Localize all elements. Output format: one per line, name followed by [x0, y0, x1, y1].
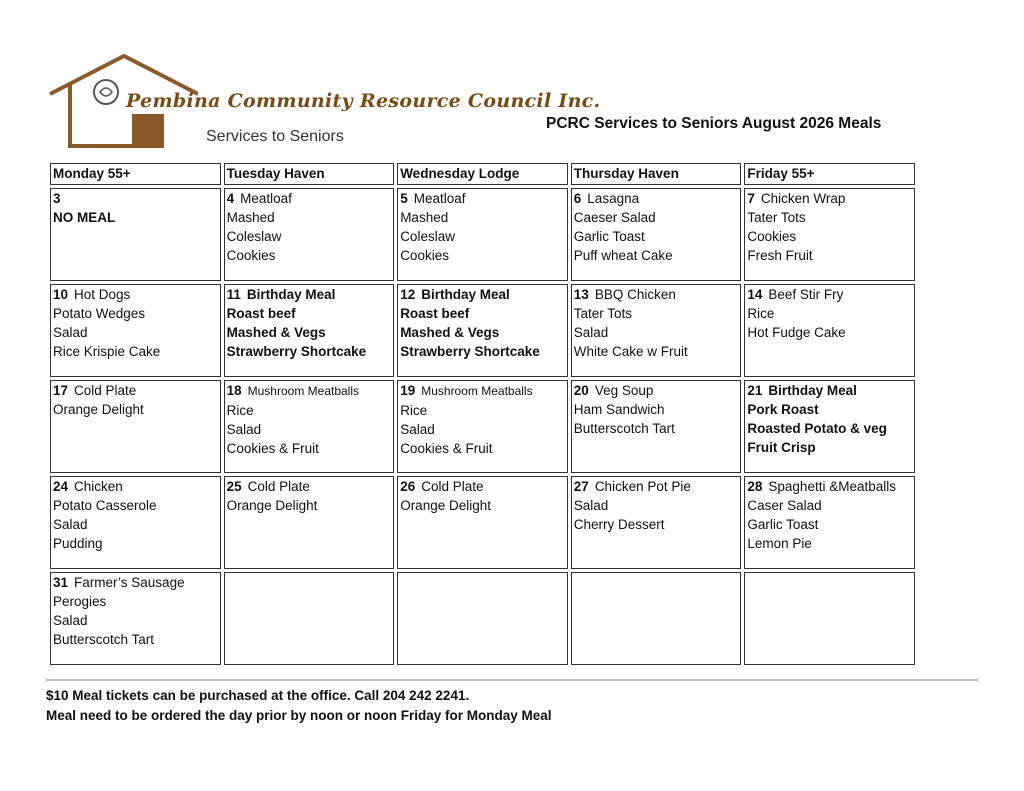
menu-item: Salad: [53, 517, 88, 532]
day-number: 18: [226, 383, 242, 398]
menu-item: Mashed & Vegs: [400, 325, 500, 340]
day-first-line: [227, 285, 392, 304]
day-cell: [571, 380, 742, 473]
menu-item: Pudding: [53, 536, 103, 551]
day-cell: [224, 572, 395, 665]
main-dish: Birthday Meal: [421, 287, 510, 302]
menu-item: Orange Delight: [226, 498, 318, 513]
menu-item: Potato Wedges: [53, 306, 146, 321]
menu-item: Cookies & Fruit: [226, 441, 319, 456]
menu-item: Mashed & Vegs: [226, 325, 326, 340]
main-dish: Meatloaf: [413, 191, 466, 206]
day-first-line: [574, 477, 739, 496]
menu-item: Tater Tots: [747, 210, 806, 225]
main-dish: Cold Plate: [247, 479, 310, 494]
day-cell: [50, 572, 221, 665]
main-dish: Spaghetti &Meatballs: [768, 479, 896, 494]
menu-item: Rice: [226, 403, 254, 418]
day-number: 26: [400, 479, 416, 494]
meal-weeks: [50, 188, 915, 665]
day-cell: [397, 188, 568, 281]
main-dish: Mushroom Meatballs: [421, 384, 533, 398]
day-first-line: [227, 477, 392, 496]
day-number: 24: [53, 479, 69, 494]
day-cell: [397, 380, 568, 473]
day-cell: [50, 284, 221, 377]
menu-item: Cookies: [747, 229, 797, 244]
day-cell: [571, 188, 742, 281]
day-number: 17: [53, 383, 69, 398]
day-cell: [224, 284, 395, 377]
week-row: [50, 572, 915, 665]
week-row: [50, 284, 915, 377]
menu-item: Orange Delight: [53, 402, 144, 417]
day-first-line: [227, 381, 392, 401]
menu-item: Salad: [573, 498, 609, 513]
menu-item: Coleslaw: [400, 229, 455, 244]
day-number: 25: [226, 479, 242, 494]
menu-item: Coleslaw: [226, 229, 282, 244]
day-cell: [224, 380, 395, 473]
day-number: 6: [573, 191, 582, 206]
day-first-line: [53, 477, 218, 496]
main-dish: Lasagna: [587, 191, 640, 206]
main-dish: Veg Soup: [594, 383, 654, 398]
day-number: 19: [400, 383, 416, 398]
day-number: 12: [400, 287, 416, 302]
day-first-line: [574, 285, 739, 304]
menu-item: Roast beef: [226, 306, 296, 321]
day-cell: [50, 476, 221, 569]
logo: [48, 52, 601, 152]
menu-item: Garlic Toast: [573, 229, 645, 244]
day-number: 27: [573, 479, 589, 494]
day-first-line: [400, 477, 565, 496]
menu-item: Caser Salad: [747, 498, 822, 513]
day-first-line: [574, 381, 739, 400]
footer-line-tickets: $10 Meal tickets can be purchased at the office. Call 204 242 2241.: [46, 688, 470, 703]
menu-item: Salad: [53, 325, 88, 340]
main-dish: Chicken Pot Pie: [594, 479, 691, 494]
menu-item: Cookies & Fruit: [400, 441, 493, 456]
column-header: Thursday Haven: [571, 163, 742, 185]
menu-item: Potato Casserole: [53, 498, 157, 513]
menu-item: Caeser Salad: [573, 210, 656, 225]
column-header: Friday 55+: [744, 163, 915, 185]
main-dish: Hot Dogs: [74, 287, 131, 302]
day-number: 13: [573, 287, 589, 302]
menu-item: Roast beef: [400, 306, 470, 321]
day-first-line: [747, 285, 912, 304]
day-number: 3: [53, 191, 61, 206]
menu-item: Salad: [573, 325, 609, 340]
day-cell: [397, 476, 568, 569]
menu-item: Tater Tots: [573, 306, 633, 321]
day-number: 5: [400, 191, 408, 206]
week-row: [50, 188, 915, 281]
menu-item: Fresh Fruit: [747, 248, 813, 263]
menu-item: Garlic Toast: [747, 517, 819, 532]
day-cell: [744, 476, 915, 569]
menu-item: Rice Krispie Cake: [53, 344, 161, 359]
main-dish: Birthday Meal: [246, 287, 336, 302]
menu-item: Rice: [400, 403, 428, 418]
day-cell: [571, 284, 742, 377]
day-first-line: [53, 189, 218, 208]
menu-item: Butterscotch Tart: [573, 421, 675, 436]
week-row: [50, 476, 915, 569]
main-dish: Birthday Meal: [768, 383, 857, 398]
day-first-line: [400, 189, 565, 208]
day-number: 11: [226, 287, 241, 302]
header-row: [50, 163, 915, 185]
main-dish: Cold Plate: [74, 383, 137, 398]
menu-item: Roasted Potato & veg: [747, 421, 887, 436]
menu-item: Rice: [747, 306, 775, 321]
menu-item: Ham Sandwich: [573, 402, 665, 417]
menu-item: Fruit Crisp: [747, 440, 816, 455]
day-cell: [397, 284, 568, 377]
day-cell: [50, 380, 221, 473]
main-dish: Farmer’s Sausage: [74, 575, 185, 590]
day-first-line: [574, 189, 739, 208]
day-cell: [224, 188, 395, 281]
menu-item: Butterscotch Tart: [53, 632, 155, 647]
menu-item: Cookies: [400, 248, 449, 263]
column-header: Wednesday Lodge: [397, 163, 568, 185]
menu-item: Cookies: [226, 248, 276, 263]
day-cell: [571, 572, 742, 665]
menu-item: White Cake w Fruit: [573, 344, 688, 359]
menu-item: Strawberry Shortcake: [400, 344, 540, 359]
day-first-line: [53, 285, 218, 304]
meal-calendar-table: [47, 160, 918, 668]
menu-item: Puff wheat Cake: [573, 248, 673, 263]
main-dish: Mushroom Meatballs: [247, 384, 359, 398]
day-number: 21: [747, 383, 763, 398]
day-cell: [50, 188, 221, 281]
day-number: 31: [53, 575, 69, 590]
main-dish: Chicken: [74, 479, 123, 494]
day-number: 7: [747, 191, 755, 206]
org-subtitle: Services to Seniors: [206, 128, 344, 145]
day-number: 20: [573, 383, 589, 398]
day-first-line: [227, 189, 392, 208]
menu-item: Cherry Dessert: [573, 517, 665, 532]
menu-item: Salad: [400, 422, 435, 437]
menu-item: Salad: [226, 422, 262, 437]
day-first-line: [747, 381, 912, 400]
day-cell: [397, 572, 568, 665]
day-cell: [224, 476, 395, 569]
menu-item: Hot Fudge Cake: [747, 325, 846, 340]
column-header: Tuesday Haven: [224, 163, 395, 185]
day-cell: [571, 476, 742, 569]
day-number: 28: [747, 479, 763, 494]
day-first-line: [53, 381, 218, 400]
main-dish: Chicken Wrap: [760, 191, 846, 206]
day-cell: [744, 572, 915, 665]
day-number: 4: [226, 191, 235, 206]
week-row: [50, 380, 915, 473]
day-number: 10: [53, 287, 69, 302]
menu-item: Mashed: [400, 210, 449, 225]
menu-item: Lemon Pie: [747, 536, 812, 551]
main-dish: BBQ Chicken: [594, 287, 676, 302]
column-header: Monday 55+: [50, 163, 221, 185]
day-number: 14: [747, 287, 763, 302]
menu-item: Perogies: [53, 594, 107, 609]
footer-line-ordering: Meal need to be ordered the day prior by noon or noon Friday for Monday Meal: [46, 708, 552, 723]
main-dish: Cold Plate: [421, 479, 484, 494]
day-first-line: [400, 381, 565, 401]
day-cell: [744, 380, 915, 473]
main-dish: Beef Stir Fry: [768, 287, 844, 302]
day-first-line: [400, 285, 565, 304]
menu-item: Pork Roast: [747, 402, 819, 417]
menu-item: Orange Delight: [400, 498, 491, 513]
day-first-line: [747, 477, 912, 496]
menu-item: NO MEAL: [53, 210, 116, 225]
day-cell: [744, 188, 915, 281]
day-first-line: [53, 573, 218, 592]
divider: [46, 679, 978, 681]
page-title: PCRC Services to Seniors August 2026 Meals: [546, 115, 882, 132]
main-dish: Meatloaf: [240, 191, 292, 206]
org-name: Pembina Community Resource Council Inc.: [126, 90, 601, 112]
menu-item: Salad: [53, 613, 88, 628]
day-cell: [744, 284, 915, 377]
footer: [46, 686, 552, 726]
menu-item: Mashed: [226, 210, 275, 225]
day-first-line: [747, 189, 912, 208]
menu-item: Strawberry Shortcake: [226, 344, 367, 359]
